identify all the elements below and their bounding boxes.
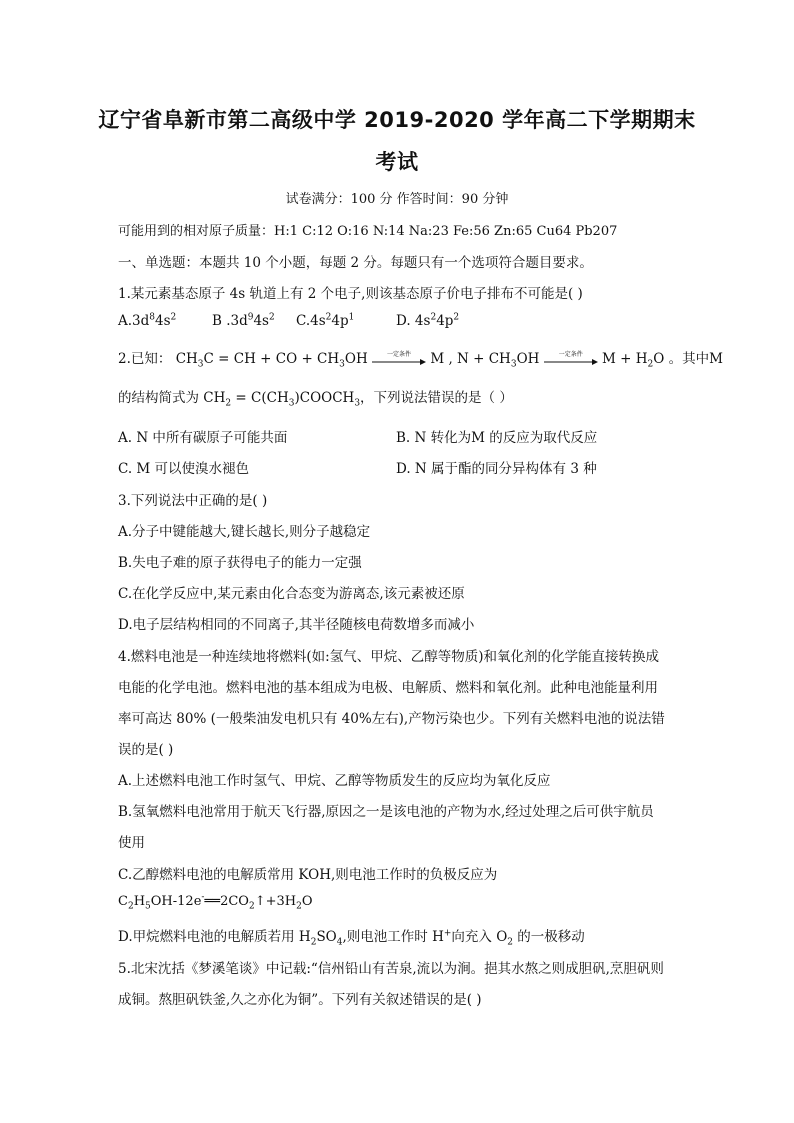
question-4-option-d: D.甲烷燃料电池的电解质若用 $H_2SO_4$,则电池工作时 H+向充入 $O_2$ 的一极移动 — [118, 928, 585, 948]
question-4-option-c: C.乙醇燃料电池的电解质常用 KOH,则电池工作时的负极反应为 — [118, 867, 498, 883]
exam-title-line1: 辽宁省阜新市第二高级中学 2019-2020 学年高二下学期期末 — [98, 108, 696, 132]
question-2-option-c: C. M 可以使溴水褪色 — [118, 461, 250, 477]
question-4-option-c-equation: $C_2H_5OH-12e^-══2CO_2↑+3H_2O$ — [118, 892, 313, 912]
question-4-option-b: B.氢氧燃料电池常用于航天飞行器,原因之一是该电池的产物为水,经过处理之后可供宇航员 — [118, 804, 654, 820]
question-2-option-d: D. N 属于酯的同分异构体有 3 种 — [396, 461, 597, 477]
question-3-option-b: B.失电子难的原子获得电子的能力一定强 — [118, 555, 362, 571]
question-2-option-a: A. N 中所有碳原子可能共面 — [118, 430, 288, 446]
question-4-stem-line: 4.燃料电池是一种连续地将燃料(如:氢气、甲烷、乙醇等物质)和氧化剂的化学能直接转换成 — [118, 649, 659, 665]
question-1-option-b: B $.3d^94s^2$ — [212, 312, 275, 329]
question-5-stem-line: 5.北宋沈括《梦溪笔谈》中记载:“信州铅山有苦泉,流以为涧。挹其水熬之则成胆矾,烹胆矾则 — [118, 961, 664, 977]
atomic-masses: 可能用到的相对原子质量：H:1 C:12 O:16 N:14 Na:23 Fe:56 Zn:65 Cu64 Pb207 — [118, 224, 618, 239]
question-2-option-b: B. N 转化为M 的反应为取代反应 — [396, 430, 598, 446]
question-2-equation: 2.已知： $CH_3C$ = CH + CO + $CH_3OH$ 一定条件 M , $N + CH_3OH$ 一定条件 $M + H_2O$ 。其中M — [118, 350, 723, 370]
section-1-heading: 一、单选题：本题共 10 个小题，每题 2 分。每题只有一个选项符合题目要求。 — [118, 255, 593, 271]
question-2-stem: 的结构简式为 $CH_2$ = $C(CH_3)COOCH_3$，下列说法错误的是（ ） — [118, 390, 513, 409]
reaction-arrow-2: 一定条件 — [544, 353, 598, 367]
question-3-option-a: A.分子中键能越大,键长越长,则分子越稳定 — [118, 524, 371, 540]
exam-title-line2: 考试 — [375, 150, 419, 174]
question-4-option-b-cont: 使用 — [118, 835, 145, 851]
question-1-option-d: D. $4s^24p^2$ — [396, 312, 460, 329]
reaction-arrow-1: 一定条件 — [372, 353, 426, 367]
question-1-option-c: $C.4s^24p^1$ — [296, 312, 355, 329]
question-4-option-a: A.上述燃料电池工作时氢气、甲烷、乙醇等物质发生的反应均为氧化反应 — [118, 773, 551, 789]
question-4-stem-line: 率可高达 80% (一般柴油发电机只有 40%左右),产物污染也少。下列有关燃料电池的说法错 — [118, 711, 665, 727]
question-4-stem-line: 电能的化学电池。燃料电池的基本组成为电极、电解质、燃料和氧化剂。此种电池能量利用 — [118, 680, 658, 696]
question-4-stem-line: 误的是( ) — [118, 742, 174, 758]
question-5-stem-line: 成铜。熬胆矾铁釜,久之亦化为铜”。下列有关叙述错误的是( ) — [118, 992, 482, 1008]
question-1-options — [118, 313, 459, 329]
question-1-stem: 1.某元素基态原子 4s 轨道上有 2 个电子,则该基态原子价电子排布不可能是( ) — [118, 286, 583, 302]
question-3-option-c: C.在化学反应中,某元素由化合态变为游离态,该元素被还原 — [118, 586, 465, 602]
question-3-stem: 3.下列说法中正确的是( ) — [118, 493, 268, 509]
question-3-option-d: D.电子层结构相同的不同离子,其半径随核电荷数增多而减小 — [118, 617, 475, 633]
question-1-option-a: $A.3d^84s^2$ — [118, 312, 177, 329]
exam-info: 试卷满分：100 分 作答时间：90 分钟 — [285, 192, 509, 207]
